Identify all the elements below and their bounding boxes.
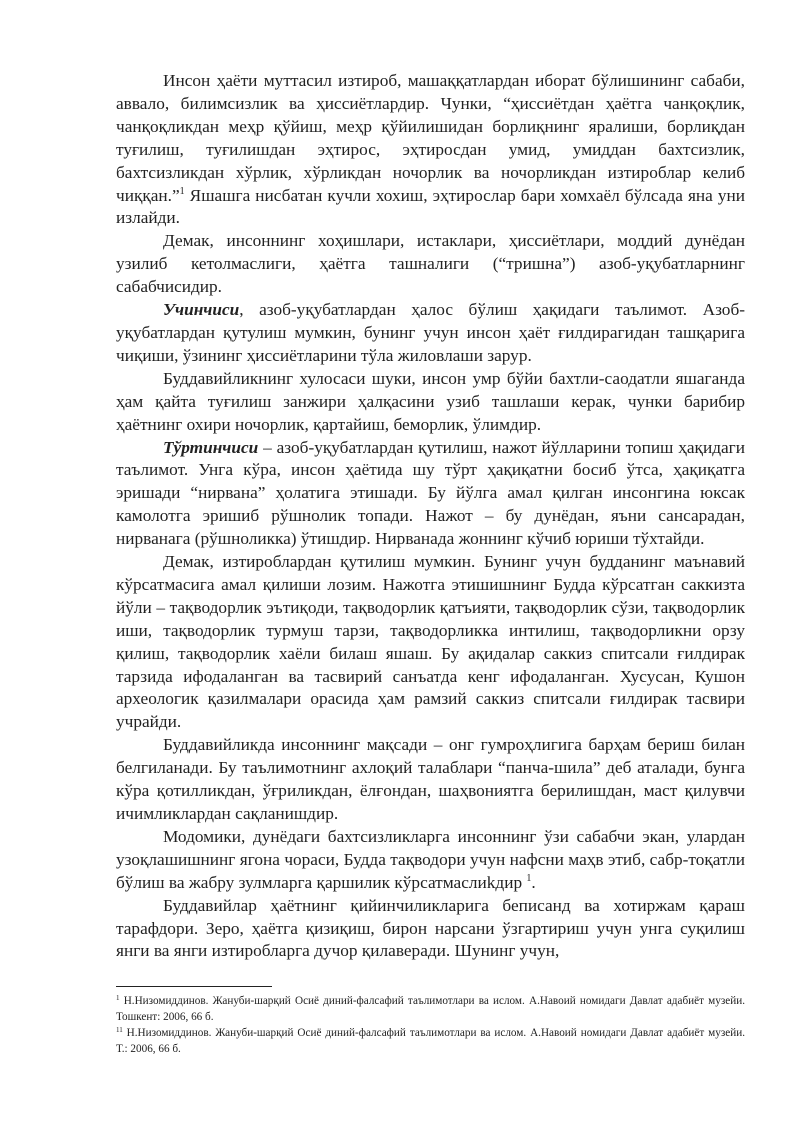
paragraph: Демак, инсоннинг хоҳишлари, истаклари, ҳиссиётлари, моддий дунёдан узилиб кетолмаслиги, ҳаётга ташналиги (“тришна”) азоб-уқубатларнинг сабабчисидир.: [116, 231, 745, 297]
paragraph: Буддавийлар ҳаётнинг қийинчиликларига беписанд ва хотиржам қараш тарафдори. Зеро, ҳаётга қизиқиш, бирон нарсани ўзгартириш учун унга суқилиш янги ва янги изтиробларга дучор қилаверади. Шунинг учун,: [116, 895, 745, 961]
paragraph-text: Инсон ҳаёти муттасил изтироб, машаққатлардан иборат бўлишининг сабаби, аввало, билимсизлик ва ҳиссиётлардир. Чунки, “ҳиссиётдан ҳаётга чанқоқлик, чанқоқликдан меҳр қўйиш, меҳр қўйилишидан борлиқнинг яралиши, борлиқдан туғилиш, туғилишдан эҳтирос, эҳтиросдан умид, умиддан бахтсизлик, бахтсизликдан хўрлик, хўрликдан ночорлик ва ночорликдан изтироблар келиб чиққан.”: [116, 71, 745, 205]
paragraph-text: Яшашга нисбатан кучли хохиш, эҳтирослар бари хомхаёл бўлсада яна уни излайди.: [116, 185, 745, 228]
footnote-separator: [116, 986, 272, 987]
paragraph-text: , азоб-уқубатлардан ҳалос бўлиш ҳақидаги таълимот. Азоб-уқубатлардан қутулиш мумкин, бунинг учун инсон ҳаёт ғилдирагидан ташқарига чиқиши, ўзининг ҳиссиётларини тўла жиловлаши зарур.: [116, 300, 745, 365]
paragraph: Демак, изтироблардан қутилиш мумкин. Бунинг учун будданинг маънавий кўрсатмасига амал қилиши лозим. Нажотга этишишнинг Будда кўрсатган саккизта йўли – тақводорлик эътиқоди, тақводорлик қатъияти, тақводорлик сўзи, тақводорлик иши, тақводорлик турмуш тарзи, тақводорликка интилиш, тақводорликни орзу қилиш, тақводорлик хаёли билаш яшаш. Бу ақидалар саккиз спитсали ғилдирак тарзида ифодаланган ва тасвирий санъатда кенг ифодаланган. Хусусан, Кушон археологик қазилмалари орасида ҳам рамзий саккиз спитсали ғилдирак тасвири учрайди.: [116, 552, 745, 732]
paragraph-text: Модомики, дунёдаги бахтсизликларга инсоннинг ўзи сабабчи экан, улардан узоқлашишнинг ягона чораси, Будда тақводори учун нафсни маҳв этиб, сабр-тоқатли бўлиш ва жабру зулмларга қаршилик кўрсатмаслиkдир: [116, 826, 745, 892]
footnotes: [116, 986, 745, 1057]
paragraph: [116, 437, 745, 552]
paragraph: [116, 826, 745, 895]
footnote-reference[interactable]: 1: [179, 185, 185, 197]
paragraph: Буддавийликнинг хулосаси шуки, инсон умр бўйи бахтли-саодатли яшаганда ҳам қайта туғилиш занжири ҳалқасини узиб ташлаши керак, чунки барибир ҳаётнинг охири ночорлик, қартайиш, беморлик, ўлимдир.: [116, 368, 745, 434]
paragraph-text: – азоб-уқубатлардан қутилиш, нажот йўлларини топиш ҳақидаги таълимот. Унга кўра, инсон ҳаётида шу тўрт ҳақиқатни босиб ўтса, ҳақиқатга эришади “нирвана” ҳолатига этишади. Бу йўлга амал қилган инсонгина юксак камолотга эришиб рўшнолик топади. Нажот – бу дунёдан, яъни сансарадан, нирванага (рўшноликка) ўтишдир. Нирванада жоннинг кўчиб юриши тўхтайди.: [116, 437, 745, 549]
paragraph-text: .: [531, 872, 536, 892]
document-body: [116, 70, 745, 963]
footnote-reference[interactable]: 1: [526, 872, 532, 884]
paragraph: Буддавийликда инсоннинг мақсади – онг гумроҳлигига барҳам бериш билан белгиланади. Бу таълимотнинг ахлоқий талаблари “панча-шила” деб аталади, бунга кўра қотилликдан, ўғриликдан, ёлғондан, шаҳвониятга берилишдан, маст қилувчи ичимликлардан сақланишдир.: [116, 735, 745, 823]
footnote: [116, 1025, 745, 1057]
paragraph: [116, 70, 745, 230]
footnote-mark: 1: [116, 994, 120, 1002]
footnote-mark: 11: [116, 1026, 123, 1034]
footnote: [116, 993, 745, 1025]
footnote-text: Н.Низомиддинов. Жануби-шарқий Осиё диний-фалсафий таълимотлари ва ислом. А.Навоий номидаги Давлат адабиёт музейи. Тошкент: 2006, 66 б.: [116, 995, 745, 1023]
section-lead: Учинчиси: [163, 300, 240, 320]
section-lead: Тўртинчиси: [163, 437, 259, 457]
footnote-text: Н.Низомиддинов. Жануби-шарқий Осиё диний-фалсафий таълимотлари ва ислом. А.Навоий номидаги Давлат адабиёт музейи. Т.: 2006, 66 б.: [116, 1027, 745, 1055]
paragraph: [116, 299, 745, 368]
